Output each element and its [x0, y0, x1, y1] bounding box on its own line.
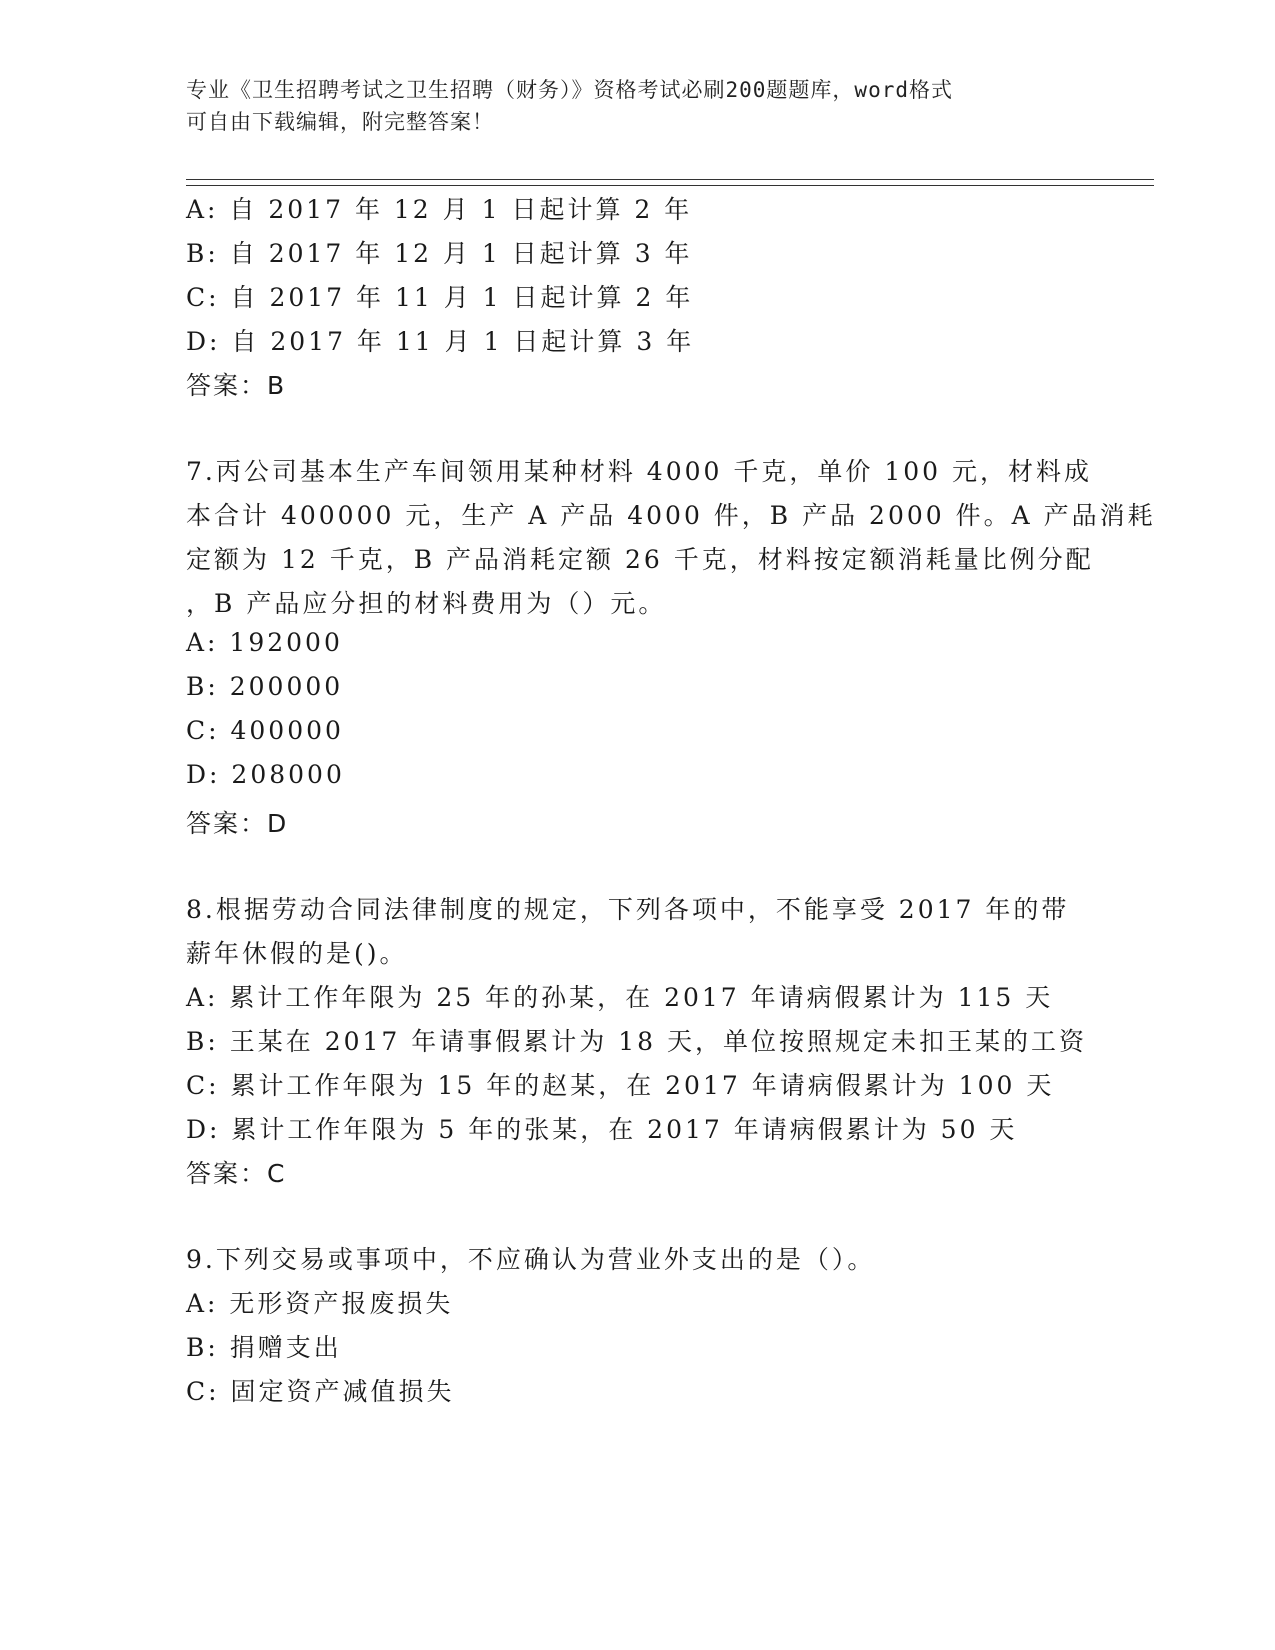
q8-stem-line-2: 薪年休假的是()。	[186, 939, 408, 968]
q6-option-d: D: 自 2017 年 11 月 1 日起计算 3 年	[186, 327, 695, 356]
q7-option-a: A: 192000	[186, 628, 343, 657]
q6-answer: 答案：B	[186, 371, 287, 400]
q8-option-b: B: 王某在 2017 年请事假累计为 18 天，单位按照规定未扣王某的工资	[186, 1027, 1087, 1056]
q8-stem-line-1: 8.根据劳动合同法律制度的规定，下列各项中，不能享受 2017 年的带	[186, 895, 1070, 924]
q7-option-d: D: 208000	[186, 760, 345, 789]
header-divider-bottom	[186, 185, 1154, 186]
q9-option-a: A: 无形资产报废损失	[186, 1289, 454, 1318]
q9-option-c: C: 固定资产减值损失	[186, 1377, 455, 1406]
q7-option-c: C: 400000	[186, 716, 344, 745]
q6-option-b: B: 自 2017 年 12 月 1 日起计算 3 年	[186, 239, 693, 268]
q9-stem-line-1: 9.下列交易或事项中，不应确认为营业外支出的是（）。	[186, 1245, 876, 1274]
q8-option-a: A: 累计工作年限为 25 年的孙某，在 2017 年请病假累计为 115 天	[186, 983, 1054, 1012]
q7-stem-line-3: 定额为 12 千克，B 产品消耗定额 26 千克，材料按定额消耗量比例分配	[186, 545, 1094, 574]
q7-stem-line-4: ，B 产品应分担的材料费用为（）元。	[186, 589, 667, 618]
document-header	[186, 74, 1066, 138]
header-divider-top	[186, 179, 1154, 180]
q7-stem-line-1: 7.丙公司基本生产车间领用某种材料 4000 千克，单价 100 元，材料成	[186, 457, 1092, 486]
q9-option-b: B: 捐赠支出	[186, 1333, 342, 1362]
q6-option-a: A: 自 2017 年 12 月 1 日起计算 2 年	[186, 195, 693, 224]
q6-option-c: C: 自 2017 年 11 月 1 日起计算 2 年	[186, 283, 694, 312]
header-title-line-1: 专业《卫生招聘考试之卫生招聘（财务）》资格考试必刷200题题库，word格式	[186, 78, 953, 102]
q7-stem-line-2: 本合计 400000 元，生产 A 产品 4000 件，B 产品 2000 件。A 产品消耗	[186, 501, 1156, 530]
q8-option-d: D: 累计工作年限为 5 年的张某，在 2017 年请病假累计为 50 天	[186, 1115, 1018, 1144]
q7-answer: 答案：D	[186, 809, 289, 838]
q8-option-c: C: 累计工作年限为 15 年的赵某，在 2017 年请病假累计为 100 天	[186, 1071, 1055, 1100]
q7-option-b: B: 200000	[186, 672, 344, 701]
header-title-line-2: 可自由下载编辑，附完整答案！	[186, 110, 494, 134]
q8-answer: 答案：C	[186, 1159, 287, 1188]
